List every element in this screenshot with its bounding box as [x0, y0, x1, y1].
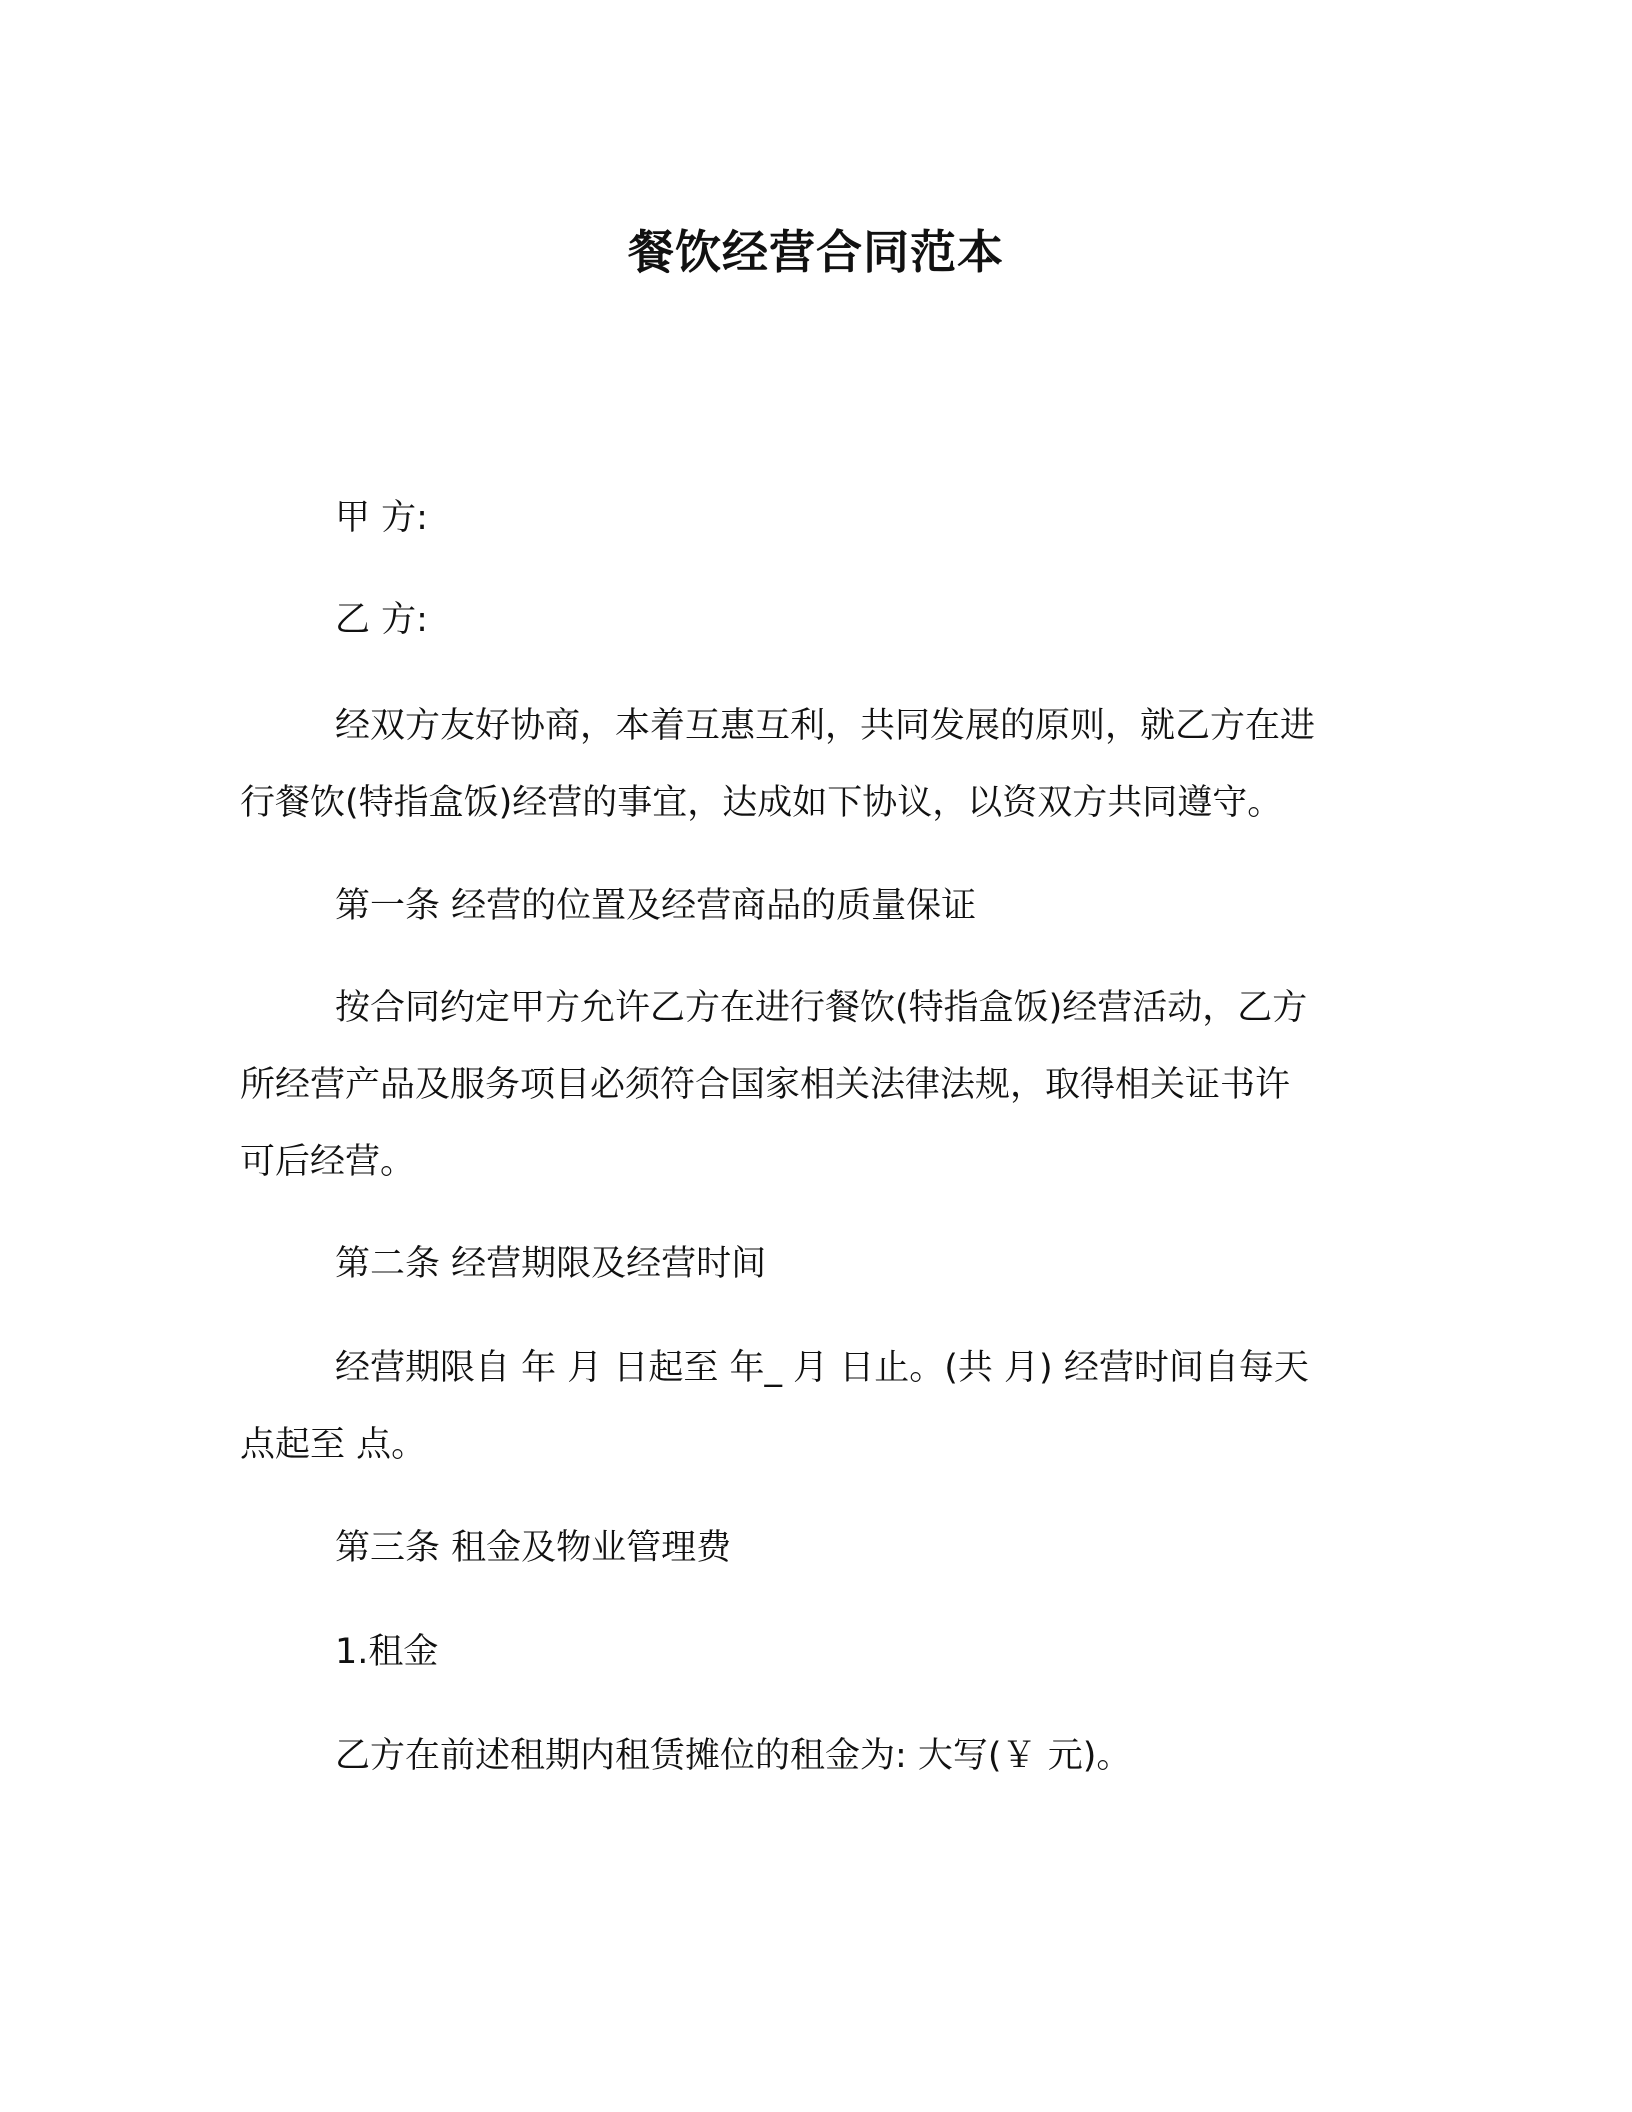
intro-line-2: 行餐饮(特指盒饭)经营的事宜，达成如下协议，以资双方共同遵守。 — [240, 783, 1283, 823]
party-b-label: 乙 方: — [335, 600, 428, 640]
document-title: 餐饮经营合同范本 — [628, 225, 1004, 279]
intro-line-1: 经双方友好协商，本着互惠互利，共同发展的原则，就乙方在进 — [335, 706, 1316, 746]
article-1-paragraph — [240, 970, 1390, 1201]
party-a-label: 甲 方: — [335, 498, 428, 538]
article-3-sub-1: 1.租金 — [335, 1632, 439, 1672]
article-3-rent-text: 乙方在前述租期内租赁摊位的租金为: 大写(￥ 元)。 — [335, 1736, 1132, 1776]
article-1-line-3: 可后经营。 — [240, 1142, 416, 1182]
article-2-heading: 第二条 经营期限及经营时间 — [335, 1244, 767, 1284]
article-2-paragraph — [240, 1330, 1390, 1484]
article-1-line-1: 按合同约定甲方允许乙方在进行餐饮(特指盒饭)经营活动，乙方 — [335, 988, 1308, 1028]
article-3-heading: 第三条 租金及物业管理费 — [335, 1528, 732, 1568]
article-1-heading: 第一条 经营的位置及经营商品的质量保证 — [335, 886, 977, 926]
intro-paragraph — [240, 688, 1390, 842]
article-2-line-2: 点起至 点。 — [240, 1425, 427, 1465]
article-2-line-1: 经营期限自 年 月 日起至 年_ 月 日止。(共 月) 经营时间自每天 — [335, 1348, 1309, 1388]
article-1-line-2: 所经营产品及服务项目必须符合国家相关法律法规，取得相关证书许 — [240, 1065, 1291, 1105]
